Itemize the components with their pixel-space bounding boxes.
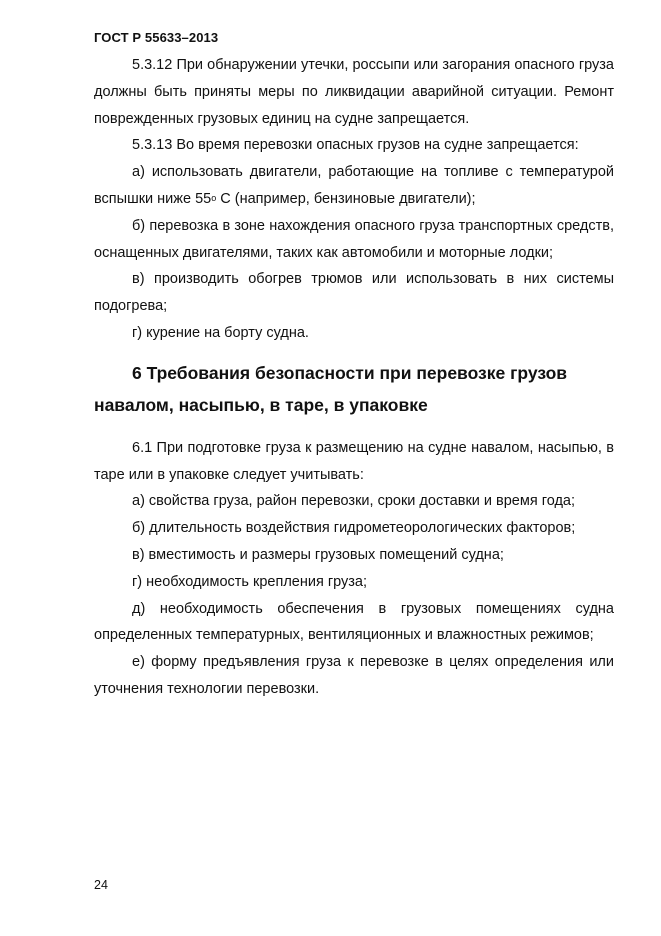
list-item-5-3-13-g: г) курение на борту судна. <box>132 324 309 341</box>
clause-6-1: 6.1 При подготовке груза к размещению на судне навалом, насыпью, в таре или в упаковке следует учитывать: <box>94 439 614 483</box>
item-a-text-pre: а) использовать двигатели, работающие на топливе с температурой вспышки ниже 55 <box>94 164 614 207</box>
document-header: ГОСТ Р 55633–2013 <box>94 30 219 45</box>
list-item-6-1-e: е) форму предъявления груза к перевозке в целях определения или уточнения технологии перевозки. <box>94 654 614 697</box>
list-item-5-3-13-b: б) перевозка в зоне нахождения опасного груза транспортных средств, оснащенных двигателями, таких как автомобили и моторные лодки; <box>94 217 614 261</box>
clause-5-3-13: 5.3.13 Во время перевозки опасных грузов на судне запрещается: <box>132 137 579 154</box>
list-item-5-3-13-a <box>94 159 614 213</box>
list-item-6-1-d: д) необходимость обеспечения в грузовых помещениях судна определенных температурных, вентиляционных и влажностных режимов; <box>94 600 614 644</box>
document-body <box>94 52 614 703</box>
list-item-6-1-v: в) вместимость и размеры грузовых помещений судна; <box>132 546 504 563</box>
clause-5-3-12: 5.3.12 При обнаружении утечки, россыпи или загорания опасного груза должны быть приняты меры по ликвидации аварийной ситуации. Ремонт поврежденных грузовых единиц на судне запрещается. <box>94 57 614 127</box>
section-6-heading: 6 Требования безопасности при перевозке грузов навалом, насыпью, в таре, в упаковке <box>94 362 568 415</box>
list-item-6-1-a: а) свойства груза, район перевозки, сроки доставки и время года; <box>132 493 575 510</box>
list-item-6-1-g: г) необходимость крепления груза; <box>132 573 368 590</box>
page-number: 24 <box>94 878 108 892</box>
list-item-6-1-b: б) длительность воздействия гидрометеорологических факторов; <box>132 520 576 537</box>
item-a-text-post: С (например, бензиновые двигатели); <box>216 190 476 207</box>
degree-sup: o <box>211 192 217 203</box>
list-item-5-3-13-v: в) производить обогрев трюмов или использовать в них системы подогрева; <box>94 271 614 315</box>
